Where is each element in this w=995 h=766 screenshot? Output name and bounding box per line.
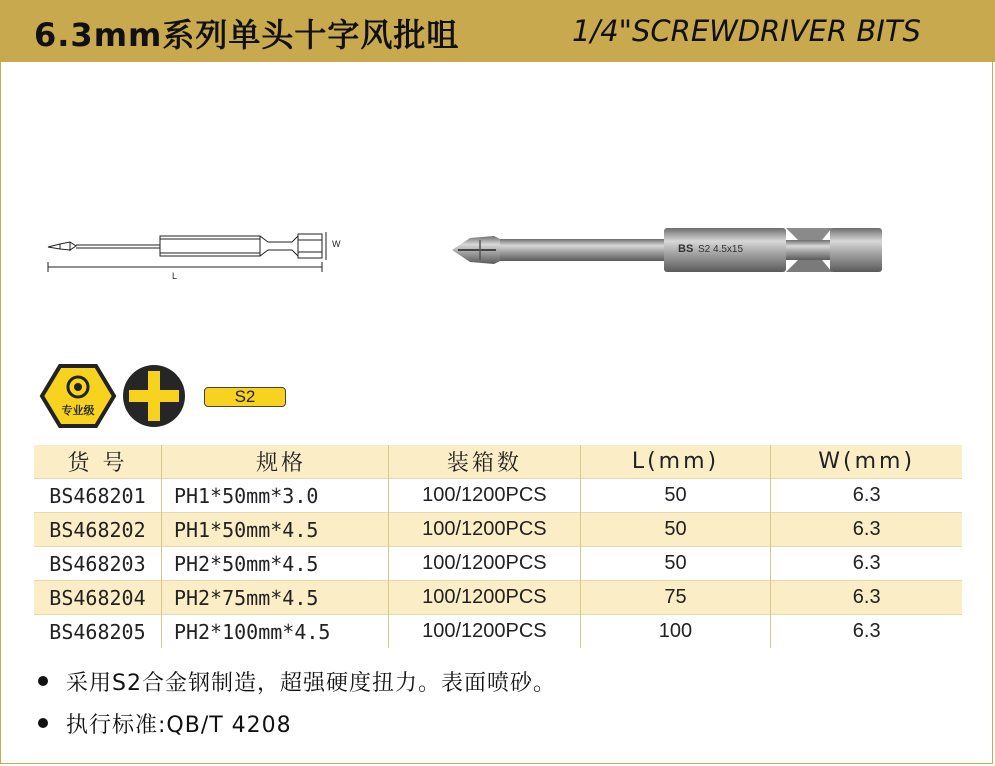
professional-badge-icon <box>42 366 114 426</box>
table-row <box>34 547 962 581</box>
phillips-cross-icon <box>123 365 185 427</box>
cell-spec: PH2*75mm*4.5 <box>161 581 388 615</box>
cell-length: 100 <box>580 615 771 649</box>
cell-code: BS468202 <box>34 513 161 547</box>
cell-width: 6.3 <box>852 484 881 506</box>
screwdriver-bit-photo <box>450 218 890 282</box>
spec-table <box>34 445 962 648</box>
dimension-label-w: W <box>332 239 341 249</box>
cell-width: 6.3 <box>771 581 962 615</box>
cell-pack: 100/1200PCS <box>389 479 580 513</box>
cell-pack: 100/1200PCS <box>389 513 580 547</box>
header-pack: 装箱数 <box>389 445 580 479</box>
cell-length: 75 <box>580 581 771 615</box>
feature-notes <box>38 660 556 744</box>
cell-length: 50 <box>580 547 771 581</box>
bit-engraving: S2 4.5x15 <box>698 244 744 255</box>
header-code: 货 号 <box>34 445 161 479</box>
note-item <box>38 660 556 702</box>
cell-spec: PH2*100mm*4.5 <box>161 615 388 649</box>
dimension-label-l: L <box>172 271 178 280</box>
note-item <box>38 702 556 744</box>
table-row <box>34 615 962 649</box>
professional-label: 专业级 <box>61 404 95 417</box>
header-length: L(mm) <box>580 445 771 479</box>
cell-width: 6.3 <box>852 552 881 574</box>
table-header-row <box>34 445 962 479</box>
header-width: W(mm) <box>771 445 962 479</box>
table-row <box>34 479 962 513</box>
header-spec: 规格 <box>161 445 388 479</box>
note-text: 采用S2合金钢制造，超强硬度扭力。表面喷砂。 <box>66 670 556 696</box>
cell-spec: PH1*50mm*4.5 <box>161 513 388 547</box>
note-text: 执行标准:QB/T 4208 <box>66 712 292 738</box>
bullet-icon <box>38 676 48 686</box>
material-badge: S2 <box>204 387 286 407</box>
cell-spec: PH2*50mm*4.5 <box>161 547 388 581</box>
cell-code: BS468201 <box>34 479 161 513</box>
table-row <box>34 513 962 547</box>
cell-pack: 100/1200PCS <box>389 615 580 649</box>
cell-width: 6.3 <box>852 620 881 642</box>
cell-code: BS468204 <box>34 581 161 615</box>
cell-code: BS468205 <box>34 615 161 649</box>
cell-length: 50 <box>580 479 771 513</box>
cell-code: BS468203 <box>34 547 161 581</box>
bullet-icon <box>38 718 48 728</box>
cell-pack: 100/1200PCS <box>389 581 580 615</box>
cell-pack: 100/1200PCS <box>389 547 580 581</box>
title-english: 1/4"SCREWDRIVER BITS <box>572 14 921 48</box>
cell-spec: PH1*50mm*3.0 <box>161 479 388 513</box>
bit-logo: BS <box>678 243 694 255</box>
title-chinese: 6.3mm系列单头十字风批咀 <box>34 16 460 54</box>
table-row <box>34 581 962 615</box>
bit-dimension-diagram <box>40 220 360 280</box>
cell-length: 50 <box>580 513 771 547</box>
cell-width: 6.3 <box>771 513 962 547</box>
